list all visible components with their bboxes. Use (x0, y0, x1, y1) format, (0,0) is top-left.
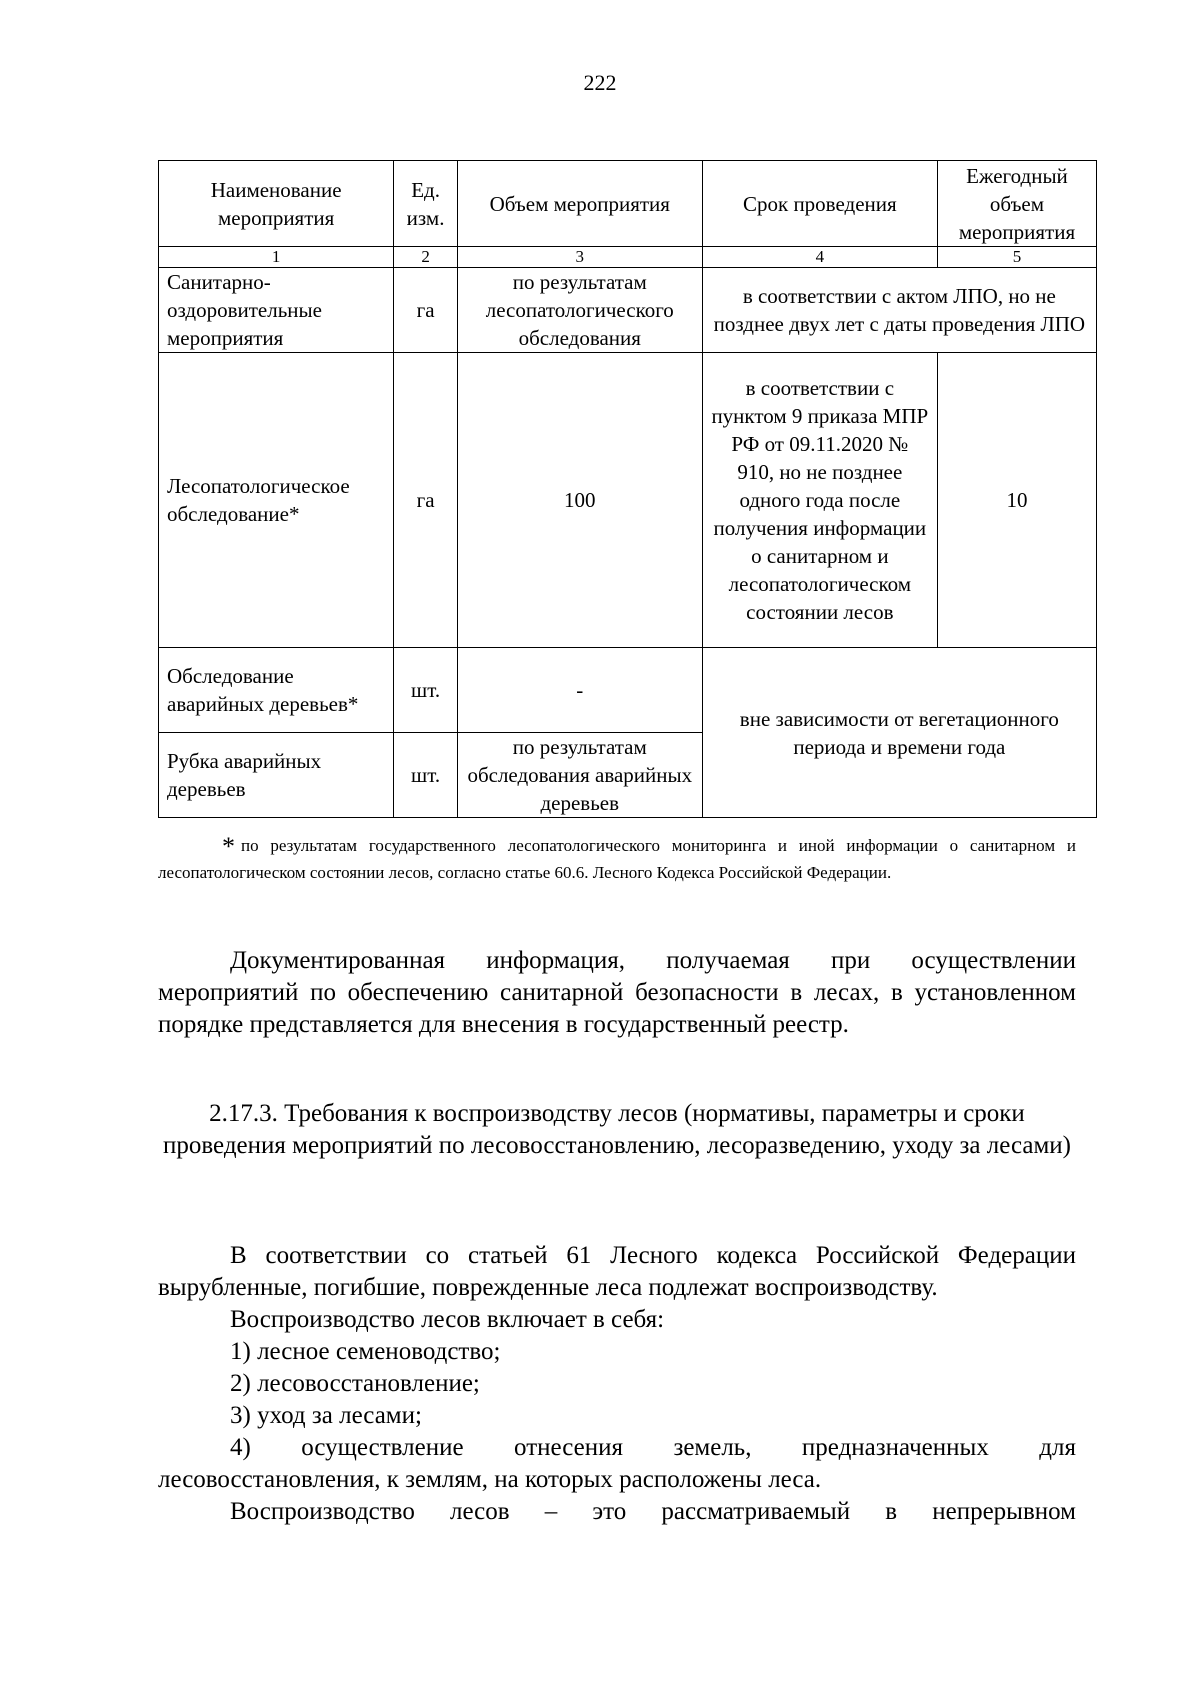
page-number: 222 (583, 70, 617, 95)
column-number: 1 (159, 247, 394, 268)
table-header-row (159, 161, 1097, 247)
cell-term-merged: вне зависимости от вегетационного периода и времени года (702, 648, 1096, 818)
header-name: Наименование мероприятия (159, 161, 394, 247)
column-number: 5 (937, 247, 1096, 268)
cell-term: в соответствии с актом ЛПО, но не позднее двух лет с даты проведения ЛПО (702, 268, 1096, 353)
cell-volume: - (457, 648, 702, 733)
cell-volume: по результатам обследования аварийных деревьев (457, 733, 702, 818)
table-column-numbers-row (159, 247, 1097, 268)
header-volume: Объем мероприятия (457, 161, 702, 247)
list-item: 2) лесовосстановление; (230, 1370, 480, 1397)
section-heading: 2.17.3. Требования к воспроизводству лесов (нормативы, параметры и сроки проведения мероприятий по лесовосстановлению, лесоразведению, уходу за лесами) (163, 1100, 1071, 1159)
cell-unit: га (394, 268, 458, 353)
cell-name: Лесопатологическое обследование* (159, 353, 394, 648)
cell-annual: 10 (937, 353, 1096, 648)
cell-name: Обследование аварийных деревьев* (159, 648, 394, 733)
events-table (158, 160, 1097, 818)
list-item: 1) лесное семеноводство; (230, 1338, 501, 1365)
list-item: 3) уход за лесами; (230, 1402, 422, 1429)
column-number: 4 (702, 247, 937, 268)
column-number: 2 (394, 247, 458, 268)
list-item: 4) осуществление отнесения земель, предназначенных для лесовосстановления, к землям, на которых расположены леса. (158, 1434, 1076, 1493)
cell-name: Рубка аварийных деревьев (159, 733, 394, 818)
header-term: Срок проведения (702, 161, 937, 247)
section-body (158, 1240, 1076, 1528)
cell-unit: га (394, 353, 458, 648)
paragraph-documented-info (158, 945, 1076, 1041)
header-annual: Ежегодный объем мероприятия (937, 161, 1096, 247)
paragraph-article-61: В соответствии со статьей 61 Лесного кодекса Российской Федерации вырубленные, погибшие, поврежденные леса подлежат воспроизводству. (158, 1242, 1076, 1301)
cell-term: в соответствии с пунктом 9 приказа МПР РФ от 09.11.2020 № 910, но не позднее одного года после получения информации о санитарном и лесопатологическом состоянии лесов (702, 353, 937, 648)
column-number: 3 (457, 247, 702, 268)
footnote-marker: * (222, 832, 235, 861)
cell-unit: шт. (394, 733, 458, 818)
cell-unit: шт. (394, 648, 458, 733)
paragraph-reproduction: Воспроизводство лесов – это рассматриваемый в непрерывном (230, 1498, 1076, 1525)
table-row-sanitary (159, 268, 1097, 353)
cell-name: Санитарно-оздоровительные мероприятия (159, 268, 394, 353)
table-row-hazard-survey (159, 648, 1097, 733)
paragraph-includes: Воспроизводство лесов включает в себя: (230, 1306, 665, 1333)
table-footnote (158, 833, 1076, 886)
cell-volume: по результатам лесопатологического обследования (457, 268, 702, 353)
cell-volume: 100 (457, 353, 702, 648)
footnote-text: по результатам государственного лесопатологического мониторинга и иной информации о санитарном и лесопатологическом состоянии лесов, согласно статье 60.6. Лесного Кодекса Российской Федерации. (158, 836, 1076, 882)
paragraph-text: Документированная информация, получаемая при осуществлении мероприятий по обеспечению санитарной безопасности в лесах, в установленном порядке представляется для внесения в государственный реестр. (158, 947, 1076, 1038)
header-unit: Ед. изм. (394, 161, 458, 247)
table-row-survey (159, 353, 1097, 648)
